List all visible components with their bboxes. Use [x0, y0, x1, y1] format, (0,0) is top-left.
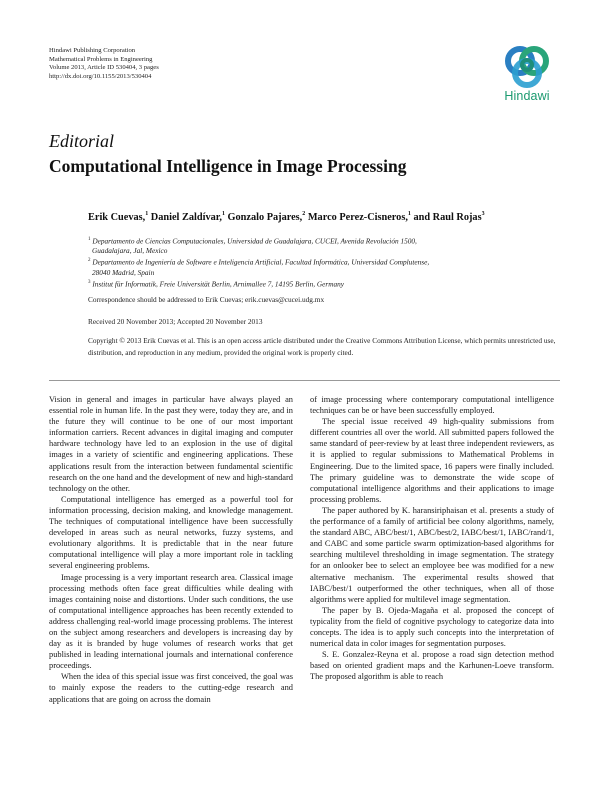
- journal-header: [49, 47, 159, 82]
- paragraph: The paper by B. Ojeda-Magaña et al. proposed the concept of typicality from the field of cognitive psychology to categorize data into concepts. The idea is to apply such concepts into the interpretation of numerical data in color images for segmentation purposes.: [310, 605, 554, 649]
- doi-link[interactable]: http://dx.doi.org/10.1155/2013/530404: [49, 73, 152, 81]
- affiliation: [88, 278, 558, 289]
- affiliation-number: 3: [88, 279, 91, 285]
- correspondence-note: Correspondence should be addressed to Erik Cuevas; erik.cuevas@cucei.udg.mx: [88, 295, 325, 304]
- author[interactable]: Erik Cuevas,: [88, 212, 146, 223]
- paragraph: of image processing where contemporary computational intelligence techniques can be or have been successfully employed.: [310, 395, 554, 416]
- hindawi-logo: [497, 44, 557, 106]
- affiliation: [88, 235, 558, 256]
- author-affiliation-mark: 1: [145, 211, 149, 217]
- author-affiliation-mark: 1: [407, 211, 411, 217]
- paragraph: When the idea of this special issue was first conceived, the goal was to mainly expose the readers to the cutting-edge research and applications that are going on across the domain: [49, 672, 293, 704]
- copyright-notice: Copyright © 2013 Erik Cuevas et al. This is an open access article distributed under the Creative Commons Attribution License, which permits unrestricted use, distribution, and reproduction in any medium, provided the original work is properly cited.: [88, 336, 556, 357]
- article-type: Editorial: [49, 131, 115, 151]
- author-affiliation-mark: 3: [481, 211, 485, 217]
- author-affiliation-mark: 2: [302, 211, 306, 217]
- author-list: [88, 211, 485, 223]
- affiliation: [88, 256, 558, 277]
- received-dates: Received 20 November 2013; Accepted 20 November 2013: [88, 317, 263, 326]
- logo-wordmark: Hindawi: [504, 89, 550, 103]
- hindawi-logo-icon: [503, 44, 551, 88]
- paragraph: Image processing is a very important research area. Classical image processing methods often face great difficulties while dealing with images containing noise and distortions. Under such conditions, the use of computational intelligence approaches has been recently extended to address challenging real-world image processing problems. The interest on the subject among researchers and developers is increasing day by day as it is branded by huge volumes of research works that get published in leading international journals and international conference proceedings.: [49, 572, 293, 671]
- body-column-left: [49, 394, 293, 705]
- paragraph: Vision in general and images in particular have always played an essential role in human life. In the past they were, today they are, and in the future they will continue to be one of our most important information carriers. Recent advances in digital imaging and computer hardware technology have led to an explosion in the use of digital images in a variety of scientific and engineering applications. These applications result from the interaction between fundamental scientific research on the one hand and the development of new and high-standard technology on the other.: [49, 395, 293, 493]
- publisher-name: Hindawi Publishing Corporation: [49, 47, 136, 54]
- author[interactable]: Marco Perez-Cisneros,: [307, 212, 408, 223]
- paragraph: S. E. Gonzalez-Reyna et al. propose a road sign detection method based on oriented gradient maps and the Karhunen-Loeve transform. The proposed algorithm is able to reach: [310, 650, 554, 682]
- author[interactable]: Daniel Zaldívar,: [150, 212, 222, 223]
- affiliation-text: Departamento de Ingeniería de Software e Inteligencia Artificial, Facultad Informática, Universidad Complutense,: [92, 257, 430, 267]
- volume-info: Volume 2013, Article ID 530404, 3 pages: [49, 64, 159, 72]
- paragraph: Computational intelligence has emerged as a powerful tool for information processing, decision making, and knowledge management. The techniques of computational intelligence have been successfully developed in areas such as neural networks, fuzzy systems, and evolutionary algorithms. It is predictable that in the near future computational intelligence will play a more important role in tackling several engineering problems.: [49, 494, 293, 571]
- paragraph: The special issue received 49 high-quality submissions from different countries all over the world. All submitted papers followed the same standard of peer-review by at least three independent reviewers, as it is applied to regular submissions to Mathematical Problems in Engineering. Due to the limited space, 16 papers were finally included. The primary guideline was to demonstrate the wide scope of computational intelligence algorithms and their applications to image processing problems.: [310, 417, 554, 504]
- affiliation-number: 2: [88, 258, 91, 264]
- article-title: Computational Intelligence in Image Processing: [49, 156, 407, 176]
- affiliation-list: [88, 235, 558, 289]
- affiliation-text: Departamento de Ciencias Computacionales, Universidad de Guadalajara, CUCEI, Avenida Revolución 1500,: [92, 236, 417, 246]
- affiliation-text-cont: Guadalajara, Jal, Mexico: [92, 246, 168, 256]
- affiliation-text-cont: 28040 Madrid, Spain: [92, 267, 155, 277]
- author[interactable]: and Raul Rojas: [413, 212, 482, 223]
- body-column-right: [310, 394, 554, 682]
- author-affiliation-mark: 1: [221, 211, 225, 217]
- affiliation-number: 1: [88, 237, 91, 242]
- author[interactable]: Gonzalo Pajares,: [227, 212, 303, 223]
- section-divider: [49, 380, 560, 381]
- paragraph: The paper authored by K. haransiriphaisan et al. presents a study of the performance of a family of artificial bee colony algorithms, namely, the standard ABC, ABC/best/1, ABC/best/2, IABC/best/1, IABC/rand/1, and CABC and some particle swarm optimization-based algorithms for searching multilevel thresholding in image segmentation. The strategy for an onlooker bee to select an employee bee was modified for a new alternative mechanism. The experimental results showed that IABC/best/1 outperformed the other techniques, when all of those algorithms were applied for multilevel image segmentation.: [310, 505, 554, 604]
- affiliation-text: Institut für Informatik, Freie Universität Berlin, Arnimallee 7, 14195 Berlin, Germany: [92, 279, 345, 289]
- journal-name: Mathematical Problems in Engineering: [49, 55, 153, 63]
